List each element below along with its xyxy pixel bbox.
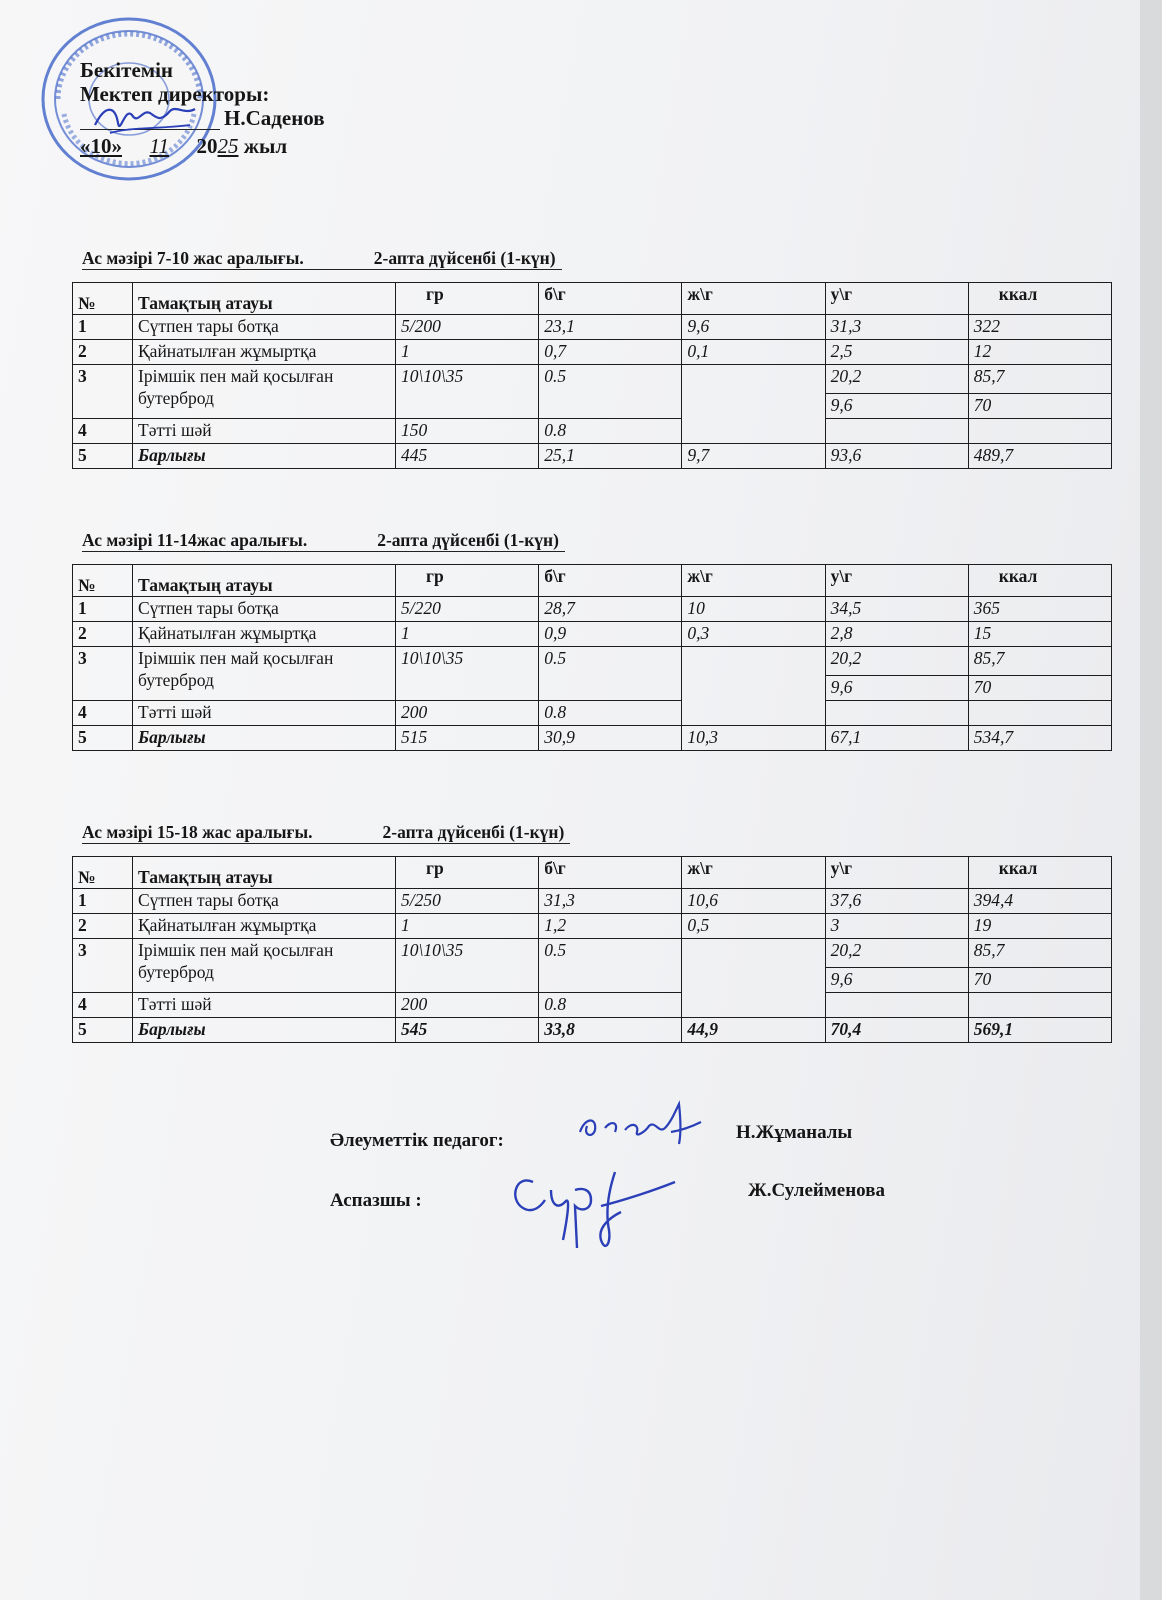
row-no: 4	[73, 701, 133, 726]
table-row-total	[73, 1018, 1112, 1043]
header-name: Тамақтың атауы	[133, 857, 396, 889]
header-b: б\г	[539, 565, 682, 597]
header-zh: ж\г	[682, 565, 825, 597]
row-zh: 9,7	[682, 444, 825, 469]
row-no: 4	[73, 993, 133, 1018]
table-row	[73, 622, 1112, 647]
row-dish-name: Сүтпен тары ботқа	[133, 597, 396, 622]
table-header-row	[73, 857, 1112, 889]
row-kcal: 15	[968, 622, 1111, 647]
row-kcal: 534,7	[968, 726, 1111, 751]
row-no: 2	[73, 914, 133, 939]
row-kcal: 12	[968, 340, 1111, 365]
row-b: 28,7	[539, 597, 682, 622]
row-kcal: 85,7	[968, 939, 1111, 968]
row-u: 2,8	[825, 622, 968, 647]
row-b: 0.8	[539, 993, 682, 1018]
table-row	[73, 647, 1112, 676]
row-b: 0,7	[539, 340, 682, 365]
row-u	[825, 419, 968, 444]
row-u: 9,6	[825, 394, 968, 419]
menu-week-day: 2-апта дүйсенбі (1-күн)	[377, 530, 559, 550]
row-gr: 5/200	[396, 315, 539, 340]
row-gr: 515	[396, 726, 539, 751]
header-gr: гр	[396, 565, 539, 597]
row-dish-name: Ірімшік пен май қосылған бутерброд	[133, 365, 396, 419]
date-day: «10»	[80, 134, 122, 158]
date-month: 11	[149, 134, 169, 158]
row-zh	[682, 647, 825, 726]
row-gr: 445	[396, 444, 539, 469]
header-u: у\г	[825, 565, 968, 597]
row-u: 9,6	[825, 968, 968, 993]
row-u: 20,2	[825, 365, 968, 394]
row-gr: 150	[396, 419, 539, 444]
row-u: 93,6	[825, 444, 968, 469]
row-zh: 10,6	[682, 889, 825, 914]
row-zh: 0,5	[682, 914, 825, 939]
row-total-label: Барлығы	[133, 444, 396, 469]
table-row	[73, 597, 1112, 622]
menu-age-group: Ас мәзірі 15-18 жас аралығы.	[82, 822, 313, 842]
row-no: 5	[73, 726, 133, 751]
row-gr: 10\10\35	[396, 647, 539, 701]
row-kcal: 85,7	[968, 647, 1111, 676]
row-no: 1	[73, 315, 133, 340]
header-b: б\г	[539, 857, 682, 889]
row-b: 0.8	[539, 419, 682, 444]
row-dish-name: Сүтпен тары ботқа	[133, 315, 396, 340]
menu-block-15-18	[72, 822, 1112, 1043]
row-zh: 44,9	[682, 1018, 825, 1043]
row-u: 34,5	[825, 597, 968, 622]
menu-week-day: 2-апта дүйсенбі (1-күн)	[373, 248, 556, 268]
pedagogue-signature	[575, 1092, 705, 1152]
row-zh	[682, 365, 825, 444]
row-no: 1	[73, 597, 133, 622]
row-b: 0,9	[539, 622, 682, 647]
row-gr: 10\10\35	[396, 939, 539, 993]
row-kcal: 19	[968, 914, 1111, 939]
row-u: 9,6	[825, 676, 968, 701]
row-dish-name: Ірімшік пен май қосылған бутерброд	[133, 939, 396, 993]
row-u: 67,1	[825, 726, 968, 751]
row-total-label: Барлығы	[133, 1018, 396, 1043]
row-u	[825, 701, 968, 726]
row-no: 5	[73, 1018, 133, 1043]
cook-signature	[505, 1160, 685, 1260]
row-b: 30,9	[539, 726, 682, 751]
header-kcal: ккал	[968, 565, 1111, 597]
table-row	[73, 419, 1112, 444]
row-b: 0.8	[539, 701, 682, 726]
row-b: 25,1	[539, 444, 682, 469]
header-gr: гр	[396, 283, 539, 315]
row-gr: 1	[396, 914, 539, 939]
row-zh: 0,1	[682, 340, 825, 365]
row-gr: 5/220	[396, 597, 539, 622]
row-no: 2	[73, 340, 133, 365]
row-b: 1,2	[539, 914, 682, 939]
row-kcal: 394,4	[968, 889, 1111, 914]
row-dish-name: Тәтті шәй	[133, 701, 396, 726]
row-kcal: 365	[968, 597, 1111, 622]
row-no: 4	[73, 419, 133, 444]
row-gr: 1	[396, 622, 539, 647]
table-row	[73, 889, 1112, 914]
table-row	[73, 914, 1112, 939]
menu-title	[82, 248, 562, 270]
approval-title: Бекітемін	[80, 58, 174, 82]
menu-week-day: 2-апта дүйсенбі (1-күн)	[382, 822, 565, 842]
table-row	[73, 993, 1112, 1018]
director-name: Н.Саденов	[224, 106, 325, 130]
row-kcal: 85,7	[968, 365, 1111, 394]
row-dish-name: Қайнатылған жұмыртқа	[133, 622, 396, 647]
row-gr: 200	[396, 701, 539, 726]
row-no: 1	[73, 889, 133, 914]
row-zh: 10,3	[682, 726, 825, 751]
row-gr: 200	[396, 993, 539, 1018]
header-name: Тамақтың атауы	[133, 283, 396, 315]
menu-title	[82, 822, 570, 844]
row-dish-name: Сүтпен тары ботқа	[133, 889, 396, 914]
header-u: у\г	[825, 857, 968, 889]
menu-title	[82, 530, 565, 552]
header-no: №	[73, 565, 133, 597]
row-gr: 545	[396, 1018, 539, 1043]
header-kcal: ккал	[968, 283, 1111, 315]
row-kcal: 489,7	[968, 444, 1111, 469]
row-dish-name: Тәтті шәй	[133, 419, 396, 444]
row-no: 3	[73, 647, 133, 701]
cook-name: Ж.Сулейменова	[748, 1180, 885, 1201]
row-kcal	[968, 701, 1111, 726]
row-kcal	[968, 419, 1111, 444]
row-kcal	[968, 993, 1111, 1018]
row-u: 20,2	[825, 939, 968, 968]
row-kcal: 70	[968, 394, 1111, 419]
row-no: 2	[73, 622, 133, 647]
row-u: 31,3	[825, 315, 968, 340]
row-kcal: 569,1	[968, 1018, 1111, 1043]
table-row	[73, 701, 1112, 726]
date-year-prefix: 20	[196, 134, 218, 158]
row-u: 20,2	[825, 647, 968, 676]
date-word: жыл	[243, 134, 288, 158]
header-kcal: ккал	[968, 857, 1111, 889]
row-u: 3	[825, 914, 968, 939]
header-no: №	[73, 857, 133, 889]
row-u: 2,5	[825, 340, 968, 365]
row-b: 23,1	[539, 315, 682, 340]
row-dish-name: Тәтті шәй	[133, 993, 396, 1018]
header-no: №	[73, 283, 133, 315]
row-dish-name: Ірімшік пен май қосылған бутерброд	[133, 647, 396, 701]
row-dish-name: Қайнатылған жұмыртқа	[133, 340, 396, 365]
menu-table	[72, 564, 1112, 751]
table-row	[73, 315, 1112, 340]
row-u	[825, 993, 968, 1018]
table-row	[73, 340, 1112, 365]
header-gr: гр	[396, 857, 539, 889]
menu-age-group: Ас мәзірі 11-14жас аралығы.	[82, 530, 308, 550]
row-b: 0.5	[539, 365, 682, 419]
director-signature	[90, 95, 200, 145]
row-b: 0.5	[539, 647, 682, 701]
table-row	[73, 365, 1112, 394]
header-b: б\г	[539, 283, 682, 315]
row-kcal: 70	[968, 968, 1111, 993]
row-gr: 10\10\35	[396, 365, 539, 419]
row-zh: 9,6	[682, 315, 825, 340]
row-no: 3	[73, 365, 133, 419]
date-year-suffix: 25	[217, 134, 239, 158]
row-u: 70,4	[825, 1018, 968, 1043]
row-gr: 5/250	[396, 889, 539, 914]
row-no: 5	[73, 444, 133, 469]
header-zh: ж\г	[682, 283, 825, 315]
table-header-row	[73, 565, 1112, 597]
table-row-total	[73, 726, 1112, 751]
table-row-total	[73, 444, 1112, 469]
menu-block-7-10	[72, 248, 1112, 469]
row-u: 37,6	[825, 889, 968, 914]
row-no: 3	[73, 939, 133, 993]
menu-age-group: Ас мәзірі 7-10 жас аралығы.	[82, 248, 304, 268]
row-b: 31,3	[539, 889, 682, 914]
cook-label: Аспазшы :	[330, 1190, 422, 1211]
pedagogue-name: Н.Жұманалы	[736, 1122, 853, 1143]
table-row	[73, 939, 1112, 968]
row-kcal: 322	[968, 315, 1111, 340]
row-b: 0.5	[539, 939, 682, 993]
row-dish-name: Қайнатылған жұмыртқа	[133, 914, 396, 939]
row-b: 33,8	[539, 1018, 682, 1043]
header-zh: ж\г	[682, 857, 825, 889]
row-total-label: Барлығы	[133, 726, 396, 751]
row-zh	[682, 939, 825, 1018]
menu-block-11-14	[72, 530, 1112, 751]
table-header-row	[73, 283, 1112, 315]
header-name: Тамақтың атауы	[133, 565, 396, 597]
row-kcal: 70	[968, 676, 1111, 701]
row-zh: 0,3	[682, 622, 825, 647]
header-u: у\г	[825, 283, 968, 315]
approval-position: Мектеп директоры:	[80, 82, 270, 106]
pedagogue-label: Әлеуметтік педагог:	[330, 1130, 504, 1151]
row-zh: 10	[682, 597, 825, 622]
menu-table	[72, 282, 1112, 469]
menu-table	[72, 856, 1112, 1043]
row-gr: 1	[396, 340, 539, 365]
